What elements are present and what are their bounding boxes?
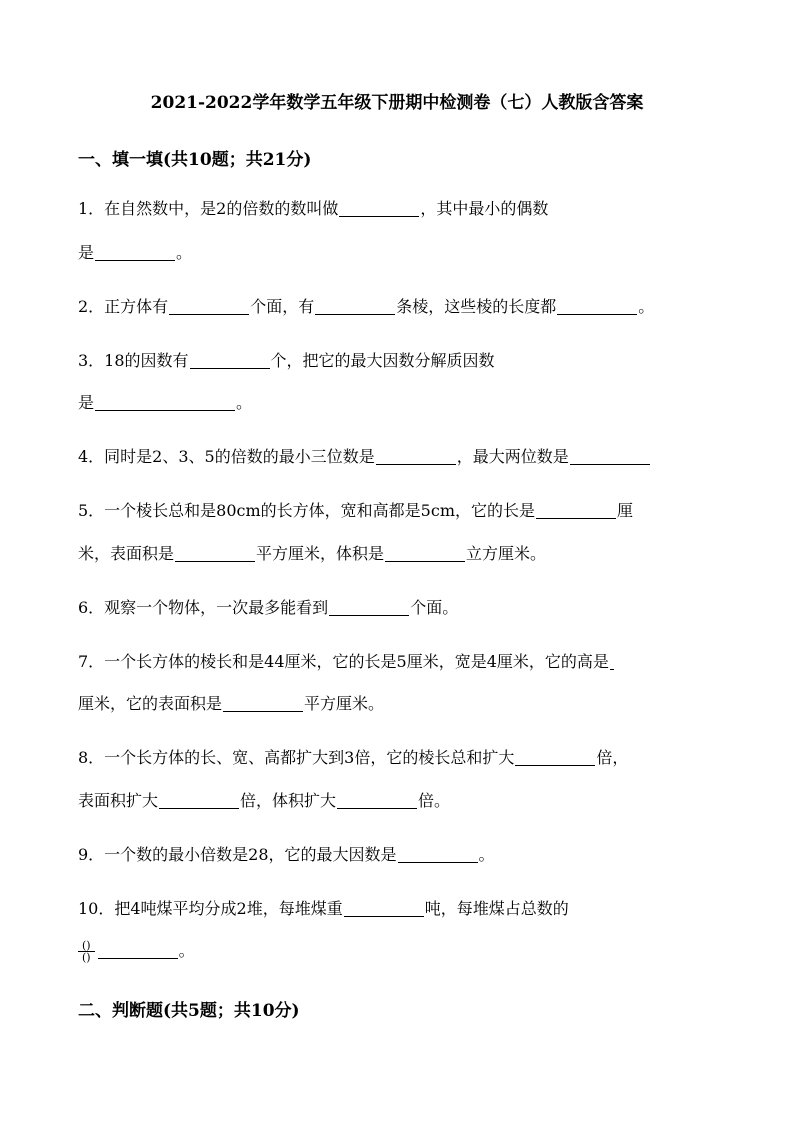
answer-blank[interactable] xyxy=(329,597,409,616)
question-10-line-1 xyxy=(78,898,569,920)
question-3-line-1 xyxy=(78,350,495,372)
answer-blank[interactable] xyxy=(570,446,650,465)
q2-text-c: 条棱，这些棱的长度都 xyxy=(396,297,557,316)
answer-blank[interactable] xyxy=(385,543,465,562)
answer-blank[interactable] xyxy=(339,198,419,217)
q6-text-a: 6．观察一个物体，一次最多能看到 xyxy=(78,598,329,617)
q8-text-a: 8．一个长方体的长、宽、高都扩大到3倍，它的棱长总和扩大 xyxy=(78,748,515,767)
fraction-numerator: () xyxy=(78,940,95,952)
q10-text-b: 吨，每堆煤占总数的 xyxy=(424,899,569,918)
answer-blank[interactable] xyxy=(536,500,616,519)
answer-blank[interactable] xyxy=(344,898,424,917)
q8-text-e: 倍。 xyxy=(418,791,451,810)
question-5-line-1 xyxy=(78,500,633,522)
fraction xyxy=(78,940,95,963)
question-1-line-2 xyxy=(78,242,192,264)
q8-text-b: 倍， xyxy=(596,748,629,767)
q7-text-c: 平方厘米。 xyxy=(304,694,385,713)
q5-text-b: 厘 xyxy=(617,501,634,520)
question-7-line-2 xyxy=(78,693,384,715)
answer-blank[interactable] xyxy=(169,296,249,315)
q7-text-a: 7．一个长方体的棱长和是44厘米，它的长是5厘米，宽是4厘米，它的高是 xyxy=(78,652,609,671)
answer-blank[interactable] xyxy=(376,446,456,465)
q6-text-b: 个面。 xyxy=(410,598,459,617)
q2-text-b: 个面，有 xyxy=(250,297,315,316)
q1-text-c: 是 xyxy=(78,243,95,262)
q5-text-e: 立方厘米。 xyxy=(466,544,547,563)
question-8-line-2 xyxy=(78,790,450,812)
answer-blank[interactable] xyxy=(95,242,175,261)
answer-blank[interactable] xyxy=(175,543,255,562)
q2-text-d: 。 xyxy=(638,297,655,316)
answer-blank[interactable] xyxy=(190,350,270,369)
question-9 xyxy=(78,844,495,866)
q5-text-c: 米，表面积是 xyxy=(78,544,175,563)
answer-blank[interactable] xyxy=(98,940,178,959)
q5-text-d: 平方厘米，体积是 xyxy=(256,544,385,563)
question-5-line-2 xyxy=(78,543,546,565)
q4-text-b: ，最大两位数是 xyxy=(456,447,569,466)
fraction-denominator: () xyxy=(82,951,91,964)
q9-text-b: 。 xyxy=(478,845,495,864)
q8-text-c: 表面积扩大 xyxy=(78,791,159,810)
q3-text-b: 个，把它的最大因数分解质因数 xyxy=(270,351,495,370)
answer-blank[interactable] xyxy=(398,844,478,863)
question-2 xyxy=(78,296,654,318)
q10-text-c: 。 xyxy=(178,941,195,960)
q1-text-d: 。 xyxy=(176,243,193,262)
q4-text-a: 4．同时是2、3、5的倍数的最小三位数是 xyxy=(78,447,375,466)
page-title: 2021-2022学年数学五年级下册期中检测卷（七）人教版含答案 xyxy=(150,93,644,113)
question-3-line-2 xyxy=(78,392,252,414)
question-8-line-1 xyxy=(78,747,628,769)
q1-text-b: ，其中最小的偶数 xyxy=(420,199,549,218)
question-4 xyxy=(78,446,651,468)
q8-text-d: 倍，体积扩大 xyxy=(240,791,337,810)
q5-text-a: 5．一个棱长总和是80cm的长方体，宽和高都是5cm，它的长是 xyxy=(78,501,535,520)
q3-text-a: 3．18的因数有 xyxy=(78,351,189,370)
q7-text-b: 厘米，它的表面积是 xyxy=(78,694,223,713)
question-10-line-2 xyxy=(78,940,195,963)
q2-text-a: 2．正方体有 xyxy=(78,297,169,316)
answer-blank[interactable] xyxy=(223,693,303,712)
section-heading-true-false: 二、判断题(共5题；共10分) xyxy=(78,1001,300,1021)
q9-text-a: 9．一个数的最小倍数是28，它的最大因数是 xyxy=(78,845,397,864)
question-7-line-1 xyxy=(78,651,615,673)
q3-text-c: 是 xyxy=(78,393,95,412)
section-heading-fill-in: 一、填一填(共10题；共21分) xyxy=(78,150,312,170)
answer-blank[interactable] xyxy=(610,651,614,670)
answer-blank[interactable] xyxy=(95,392,235,411)
answer-blank[interactable] xyxy=(315,296,395,315)
answer-blank[interactable] xyxy=(159,790,239,809)
question-6 xyxy=(78,597,458,619)
question-1-line-1 xyxy=(78,198,548,220)
answer-blank[interactable] xyxy=(337,790,417,809)
answer-blank[interactable] xyxy=(515,747,595,766)
q10-text-a: 10．把4吨煤平均分成2堆，每堆煤重 xyxy=(78,899,343,918)
answer-blank[interactable] xyxy=(557,296,637,315)
q3-text-d: 。 xyxy=(236,393,253,412)
q1-text-a: 1．在自然数中，是2的倍数的数叫做 xyxy=(78,199,339,218)
